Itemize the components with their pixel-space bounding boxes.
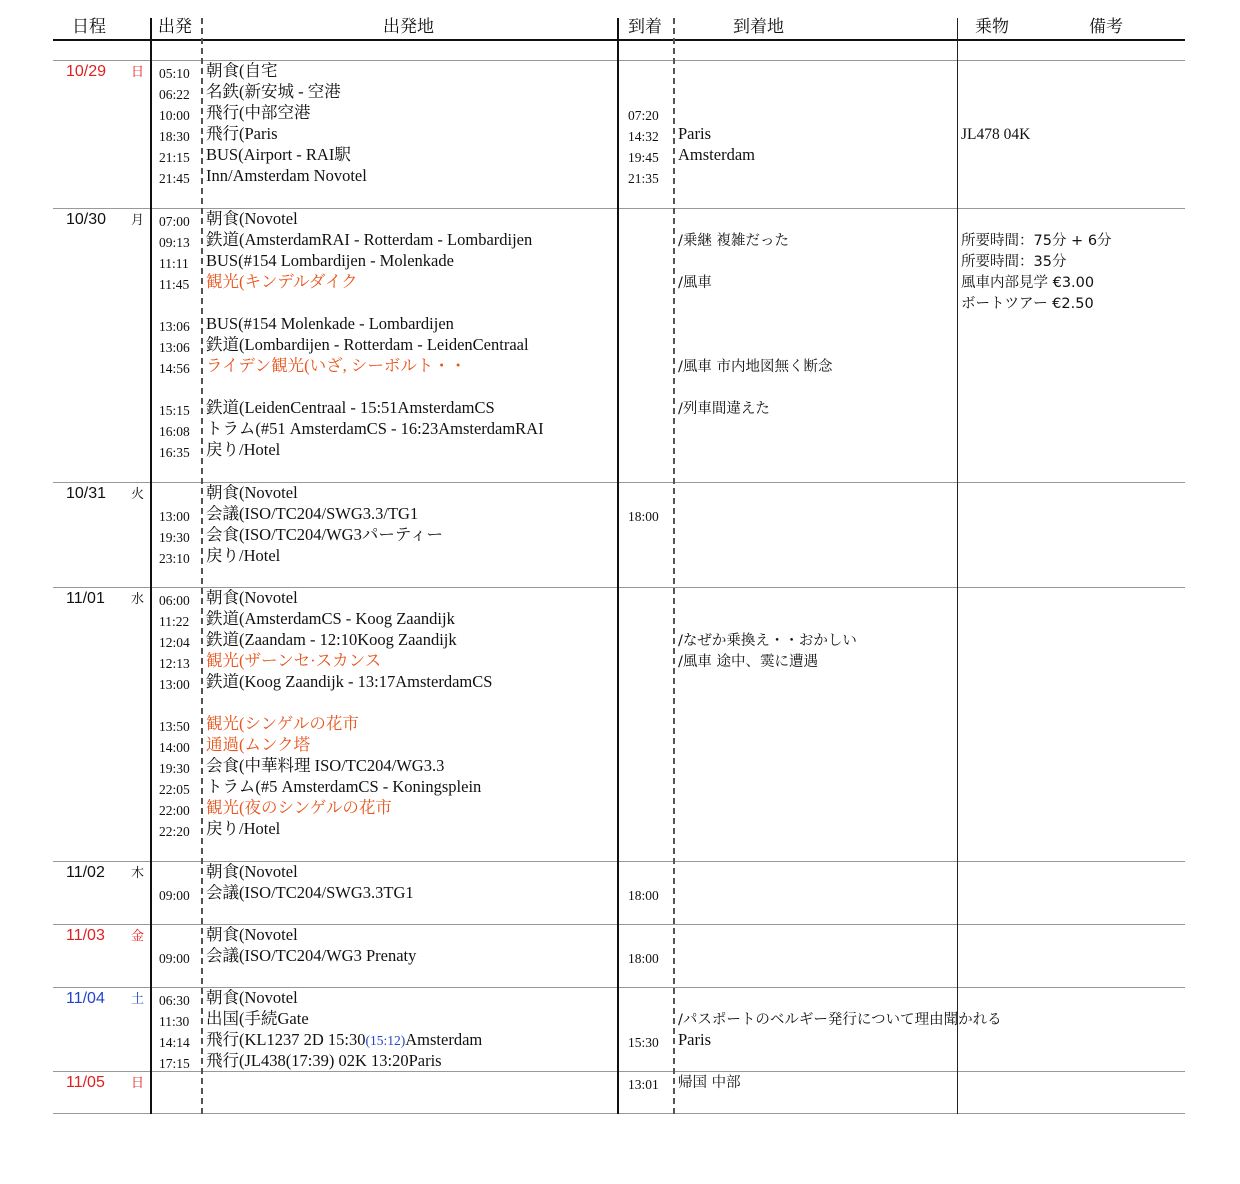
activity-text: 飛行(中部空港 xyxy=(206,103,311,122)
activity-text xyxy=(206,1032,482,1049)
depart-time: 23:10 xyxy=(159,551,190,566)
activity-text-part: Amsterdam xyxy=(405,1030,483,1049)
header-destination: 到着地 xyxy=(733,17,784,37)
remark-text: 風車内部見学 €3.00 xyxy=(961,275,1095,291)
remark-text: 所要時間：35分 xyxy=(961,254,1067,270)
depart-time: 19:30 xyxy=(159,530,190,545)
activity-text: 会食(ISO/TC204/WG3パーティー xyxy=(206,525,444,544)
day-date: 11/04 xyxy=(66,990,105,1007)
column-divider xyxy=(673,18,675,1114)
activity-text: 飛行(Paris xyxy=(206,124,278,143)
remark-text: JL478 04K xyxy=(961,126,1031,143)
activity-text: 飛行(JL438(17:39) 02K 13:20Paris xyxy=(206,1051,442,1070)
depart-time: 17:15 xyxy=(159,1056,190,1071)
depart-time: 14:14 xyxy=(159,1035,190,1050)
depart-time: 13:00 xyxy=(159,509,190,524)
day-of-week: 木 xyxy=(131,866,145,881)
activity-text-part: 飛行(KL1237 2D 15:30 xyxy=(206,1030,366,1049)
day-date: 10/31 xyxy=(66,485,107,502)
activity-text: 戻り/Hotel xyxy=(206,546,281,565)
depart-time: 15:15 xyxy=(159,403,190,418)
activity-text: 戻り/Hotel xyxy=(206,819,281,838)
column-divider xyxy=(617,18,619,1114)
depart-time: 14:00 xyxy=(159,740,190,755)
day-date: 11/03 xyxy=(66,927,105,944)
arrive-time: 18:00 xyxy=(628,951,659,966)
activity-text: BUS(#154 Lombardijen - Molenkade xyxy=(206,251,454,270)
day-of-week: 水 xyxy=(131,592,145,607)
activity-text: トラム(#51 AmsterdamCS - 16:23AmsterdamRAI xyxy=(206,419,544,438)
destination-text: Paris xyxy=(678,1030,711,1049)
activity-text: 観光(シンゲルの花市 xyxy=(206,714,359,733)
header-origin: 出発地 xyxy=(383,17,434,37)
destination-text: /風車 xyxy=(678,275,712,291)
depart-time: 19:30 xyxy=(159,761,190,776)
arrive-time: 15:30 xyxy=(628,1035,659,1050)
activity-text: 鉄道(Koog Zaandijk - 13:17AmsterdamCS xyxy=(206,672,493,691)
destination-text: 帰国 中部 xyxy=(678,1075,741,1091)
activity-text: 朝食(Novotel xyxy=(206,588,298,607)
revised-time: (15:12) xyxy=(365,1033,406,1048)
day-of-week: 金 xyxy=(131,929,145,944)
depart-time: 09:00 xyxy=(159,888,190,903)
activity-text: 戻り/Hotel xyxy=(206,440,281,459)
activity-text: 朝食(Novotel xyxy=(206,988,298,1007)
table-bottom-line xyxy=(53,1113,1185,1114)
arrive-time: 18:00 xyxy=(628,888,659,903)
activity-text: 名鉄(新安城 - 空港 xyxy=(206,82,341,101)
depart-time: 06:30 xyxy=(159,993,190,1008)
day-of-week: 火 xyxy=(131,487,145,502)
depart-time: 13:06 xyxy=(159,319,190,334)
depart-time: 13:06 xyxy=(159,340,190,355)
day-of-week: 月 xyxy=(131,213,145,228)
depart-time: 10:00 xyxy=(159,108,190,123)
arrive-time: 14:32 xyxy=(628,129,659,144)
column-divider xyxy=(201,18,203,1114)
depart-time: 11:11 xyxy=(159,256,189,271)
day-of-week: 日 xyxy=(131,65,145,80)
column-divider xyxy=(957,18,958,1114)
depart-time: 06:00 xyxy=(159,593,190,608)
activity-text: 会議(ISO/TC204/WG3 Prenaty xyxy=(206,946,417,965)
depart-time: 22:05 xyxy=(159,782,190,797)
depart-time: 11:45 xyxy=(159,277,190,292)
activity-text: 観光(キンデルダイク xyxy=(206,272,358,291)
header-depart: 出発 xyxy=(158,17,192,37)
arrive-time: 18:00 xyxy=(628,509,659,524)
header-remarks: 備考 xyxy=(1089,17,1123,37)
arrive-time: 13:01 xyxy=(628,1077,659,1092)
header-date: 日程 xyxy=(72,17,106,37)
depart-time: 11:30 xyxy=(159,1014,190,1029)
arrive-time: 07:20 xyxy=(628,108,659,123)
destination-text: /風車 途中、霙に遭遇 xyxy=(678,654,818,670)
remark-text: 所要時間：75分 + 6分 xyxy=(961,233,1112,249)
arrive-time: 21:35 xyxy=(628,171,659,186)
remark-text: ボートツアー €2.50 xyxy=(961,296,1094,312)
arrive-time: 19:45 xyxy=(628,150,659,165)
activity-text: BUS(#154 Molenkade - Lombardijen xyxy=(206,314,454,333)
activity-text: 会食(中華料理 ISO/TC204/WG3.3 xyxy=(206,756,445,775)
activity-text: 会議(ISO/TC204/SWG3.3TG1 xyxy=(206,883,414,902)
day-date: 11/02 xyxy=(66,864,105,881)
activity-text: 観光(夜のシンゲルの花市 xyxy=(206,798,392,817)
day-date: 10/29 xyxy=(66,63,107,80)
depart-time: 09:13 xyxy=(159,235,190,250)
activity-text: 鉄道(AmsterdamCS - Koog Zaandijk xyxy=(206,609,455,628)
activity-text: 朝食(自宅 xyxy=(206,61,278,80)
destination-text: /風車 市内地図無く断念 xyxy=(678,359,833,375)
activity-text: 出国(手続Gate xyxy=(206,1009,309,1028)
activity-text: 鉄道(LeidenCentraal - 15:51AmsterdamCS xyxy=(206,398,495,417)
depart-time: 12:13 xyxy=(159,656,190,671)
activity-text: 観光(ザーンセ·スカンス xyxy=(206,651,382,670)
depart-time: 06:22 xyxy=(159,87,190,102)
day-of-week: 日 xyxy=(131,1076,145,1091)
activity-text: 鉄道(Zaandam - 12:10Koog Zaandijk xyxy=(206,630,457,649)
destination-text: /乗継 複雑だった xyxy=(678,233,789,249)
depart-time: 11:22 xyxy=(159,614,190,629)
day-date: 11/05 xyxy=(66,1074,105,1091)
day-date: 11/01 xyxy=(66,590,105,607)
destination-text: /なぜか乗換え・・おかしい xyxy=(678,633,857,649)
column-divider xyxy=(150,18,152,1114)
destination-text: Amsterdam xyxy=(678,145,755,164)
activity-text: 会議(ISO/TC204/SWG3.3/TG1 xyxy=(206,504,419,523)
header-vehicle: 乗物 xyxy=(975,17,1009,37)
activity-text: トラム(#5 AmsterdamCS - Koningsplein xyxy=(206,777,482,796)
header-arrive: 到着 xyxy=(628,17,662,37)
depart-time: 07:00 xyxy=(159,214,190,229)
depart-time: 22:20 xyxy=(159,824,190,839)
depart-time: 22:00 xyxy=(159,803,190,818)
destination-text: /パスポートのベルギー発行について理由聞かれる xyxy=(678,1012,1002,1028)
activity-text: 朝食(Novotel xyxy=(206,483,298,502)
destination-text: Paris xyxy=(678,124,711,143)
activity-text: 鉄道(Lombardijen - Rotterdam - LeidenCentraal xyxy=(206,335,529,354)
day-of-week: 土 xyxy=(131,992,145,1007)
depart-time: 13:50 xyxy=(159,719,190,734)
activity-text: 朝食(Novotel xyxy=(206,862,298,881)
activity-text: 鉄道(AmsterdamRAI - Rotterdam - Lombardijen xyxy=(206,230,533,249)
depart-time: 14:56 xyxy=(159,361,190,376)
activity-text: 朝食(Novotel xyxy=(206,209,298,228)
activity-text: BUS(Airport - RAI駅 xyxy=(206,145,351,164)
depart-time: 09:00 xyxy=(159,951,190,966)
destination-text: /列車間違えた xyxy=(678,401,770,417)
activity-text: 朝食(Novotel xyxy=(206,925,298,944)
row-divider xyxy=(53,1071,1185,1072)
depart-time: 12:04 xyxy=(159,635,190,650)
activity-text: 通過(ムンク塔 xyxy=(206,735,311,754)
depart-time: 18:30 xyxy=(159,129,190,144)
depart-time: 05:10 xyxy=(159,66,190,81)
depart-time: 16:08 xyxy=(159,424,190,439)
depart-time: 13:00 xyxy=(159,677,190,692)
activity-text: ライデン観光(いざ, シーボルト・・ xyxy=(206,356,467,375)
activity-text: Inn/Amsterdam Novotel xyxy=(206,166,367,185)
day-date: 10/30 xyxy=(66,211,107,228)
depart-time: 21:15 xyxy=(159,150,190,165)
header-divider xyxy=(53,39,1185,41)
depart-time: 16:35 xyxy=(159,445,190,460)
depart-time: 21:45 xyxy=(159,171,190,186)
